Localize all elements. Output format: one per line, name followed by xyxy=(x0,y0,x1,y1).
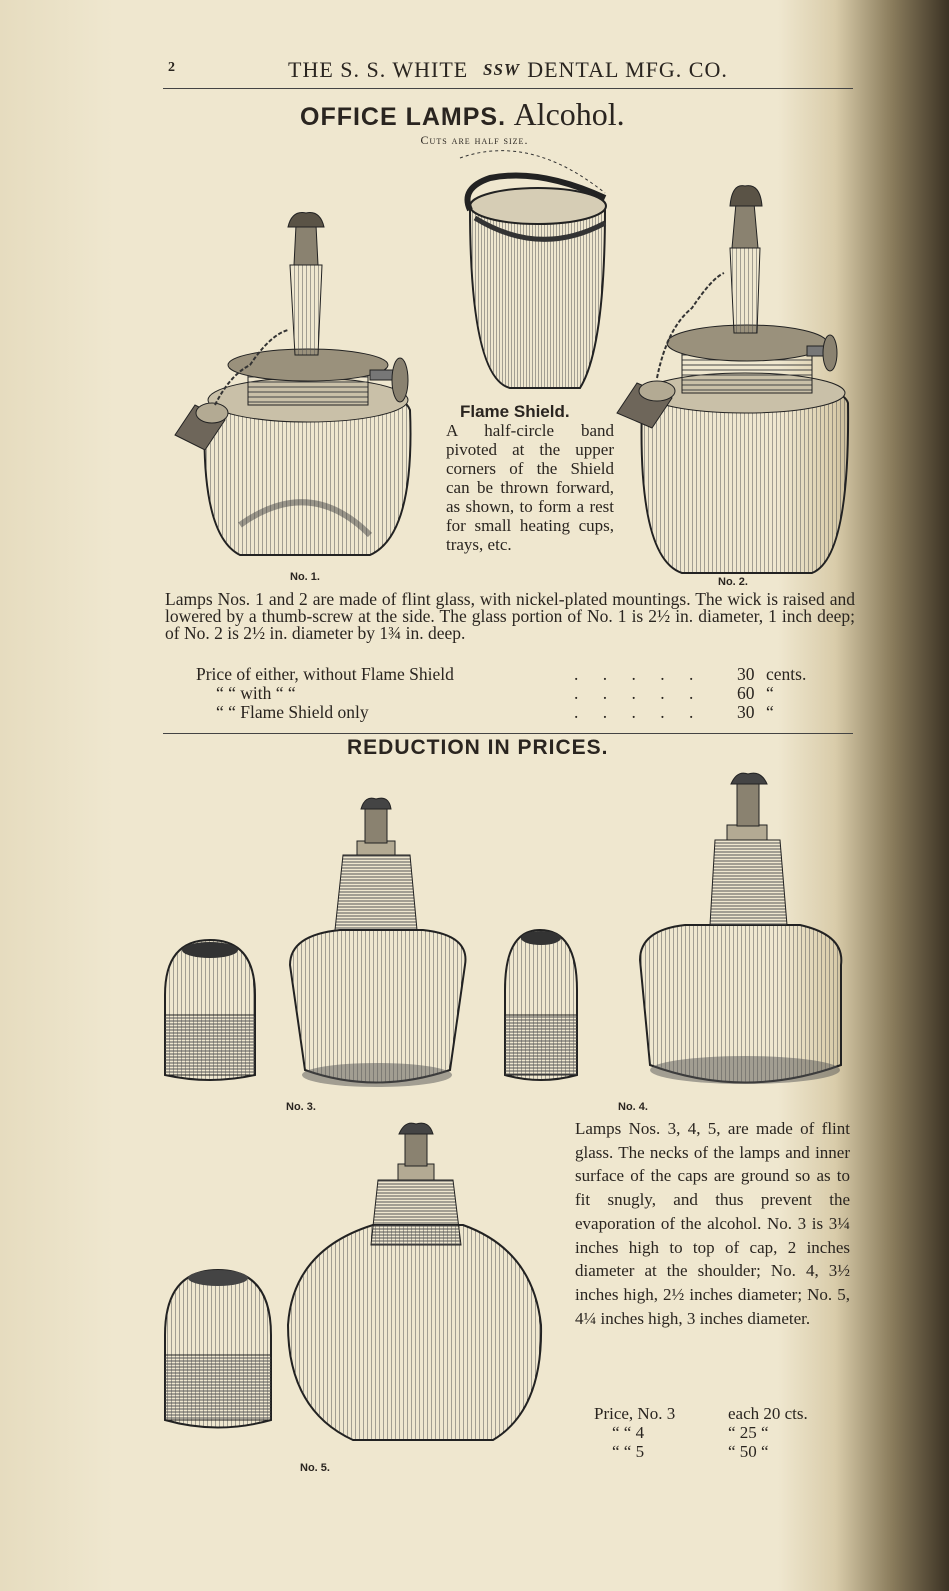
page-title xyxy=(300,96,625,133)
flame-shield-heading: Flame Shield. xyxy=(460,402,570,421)
lamp-no1-illustration xyxy=(170,205,430,570)
price-table-lamps-3-4-5 xyxy=(594,1404,854,1461)
header-rule xyxy=(163,88,853,89)
price-row: “ “ Flame Shield only . . . . . 30 “ xyxy=(216,702,774,722)
flame-shield-illustration xyxy=(430,148,620,398)
price-value: each 20 cts. xyxy=(728,1404,808,1423)
caption-no4: No. 4. xyxy=(618,1101,648,1113)
price-value: 30 xyxy=(737,702,755,722)
price-unit: cents. xyxy=(766,664,807,684)
subtitle-cuts-half-size: Cuts are half size. xyxy=(420,133,529,147)
price-label: Price of either, without Flame Shield xyxy=(196,664,454,684)
price-value: “ 50 “ xyxy=(728,1442,769,1461)
lamps-1-2-description: Lamps Nos. 1 and 2 are made of flint glass, with nickel-plated mountings. The wick is raised and lowered by a thumb-screw at the side. The glass portion of No. 1 is 2½ in. diameter, 1 inch deep; of No. 2 is 2½ in. diameter by 1¾ in. deep. xyxy=(165,589,855,643)
publisher-name-right: DENTAL MFG. CO. xyxy=(527,57,728,82)
price-label: “ “ 5 xyxy=(612,1442,645,1461)
lamps-3-4-5-description: Lamps Nos. 3, 4, 5, are made of flint glass. The necks of the lamps and inner surface of the caps are ground so as to fit snugly, and thus prevent the evaporation of the alcohol. No. 3 is 3¼ inches high to top of cap, 2 inches diameter at the shoulder; No. 4, 3½ inches high, 2½ inches diameter; No. 5, 4¼ inches high, 3 inches diameter. xyxy=(575,1119,850,1328)
caption-no5: No. 5. xyxy=(300,1462,330,1474)
price-unit: “ xyxy=(766,702,774,722)
price-row: Price of either, without Flame Shield . . . . . 30 cents. xyxy=(196,664,807,684)
svg-text:SSW: SSW xyxy=(482,60,520,79)
publisher-name-left: THE S. S. WHITE xyxy=(288,57,469,82)
caption-no1: No. 1. xyxy=(290,571,320,583)
price-unit: “ xyxy=(766,683,774,703)
price-label: “ “ Flame Shield only xyxy=(216,702,369,722)
price-row: “ “ with “ “ . . . . . 60 “ xyxy=(216,683,774,703)
price-row xyxy=(594,1423,854,1442)
title-alcohol: Alcohol. xyxy=(513,96,625,132)
price-value: 30 xyxy=(737,664,755,684)
lamp-no2-illustration xyxy=(612,178,857,578)
price-value: “ 25 “ xyxy=(728,1423,769,1442)
price-table-lamps-1-2 xyxy=(196,664,826,721)
price-row xyxy=(594,1404,854,1423)
section-title-reduction-in-prices: REDUCTION IN PRICES. xyxy=(347,736,609,759)
title-office-lamps: OFFICE LAMPS. xyxy=(300,103,507,131)
lamp-no3-illustration xyxy=(165,795,475,1100)
price-label: “ “ with “ “ xyxy=(216,683,296,703)
page-number: 2 xyxy=(168,60,175,75)
price-value: 60 xyxy=(737,683,755,703)
flame-shield-text: A half-circle band pivoted at the upper corners of the Shield can be thrown forward, as shown, to form a rest for small heating cups, trays, etc. xyxy=(446,421,614,554)
price-row xyxy=(594,1442,854,1461)
company-monogram-logo xyxy=(481,55,520,82)
running-head xyxy=(288,55,728,83)
price-label: “ “ 4 xyxy=(612,1423,645,1442)
caption-no3: No. 3. xyxy=(286,1101,316,1113)
caption-no2: No. 2. xyxy=(718,576,748,588)
section-divider xyxy=(163,733,853,734)
lamp-no4-illustration xyxy=(505,770,850,1100)
price-label: Price, No. 3 xyxy=(594,1404,676,1423)
lamp-no5-illustration xyxy=(163,1120,548,1445)
